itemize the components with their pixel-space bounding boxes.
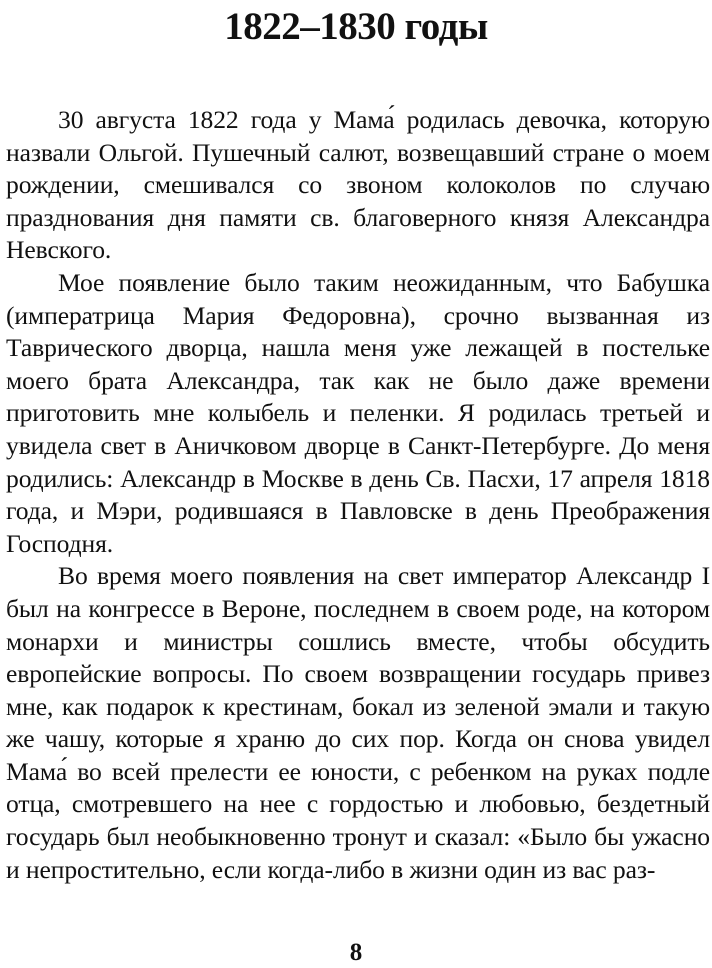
paragraph-grandmother: Мое появление было таким неожиданным, что Бабушка (императрица Мария Федоровна), срочно вызванная из Таврического дворца, нашла меня уже лежащей в постельке моего брата Александра, так как не было даже времени приготовить мне колыбель и пеленки. Я родилась третьей и увидела свет в Аничковом дворце в Санкт-Петербурге. До меня родились: Александр в Москве в день Св. Пасхи, 17 апреля 1818 года, и Мэри, родившаяся в Павловске в день Преображения Господня.	[6, 267, 710, 558]
chapter-title: 1822–1830 годы	[224, 5, 488, 48]
body-text	[6, 104, 710, 886]
page-number: 8	[349, 939, 363, 966]
paragraph-birth: 30 августа 1822 года у Мама́ родилась девочка, которую назвали Ольгой. Пушечный салют, возвещавший стране о моем рождении, смешивался со звоном колоколов по случаю празднования дня памяти св. благоверного князя Александра Невского.	[6, 105, 710, 265]
paragraph-emperor: Во время моего появления на свет император Александр I был на конгрессе в Вероне, последнем в своем роде, на котором монархи и министры сошлись вместе, чтобы обсудить европейские вопросы. По своем возвращении государь привез мне, как подарок к крестинам, бокал из зеленой эмали и такую же чашу, которые я храню до сих пор. Когда он снова увидел Мама́ во всей прелести ее юности, с ребенком на руках подле отца, смотревшего на нее с гордостью и любовью, бездетный государь был необыкновенно тронут и сказал: «Было бы ужасно и непростительно, если когда-либо в жизни один из вас раз-	[6, 561, 710, 884]
